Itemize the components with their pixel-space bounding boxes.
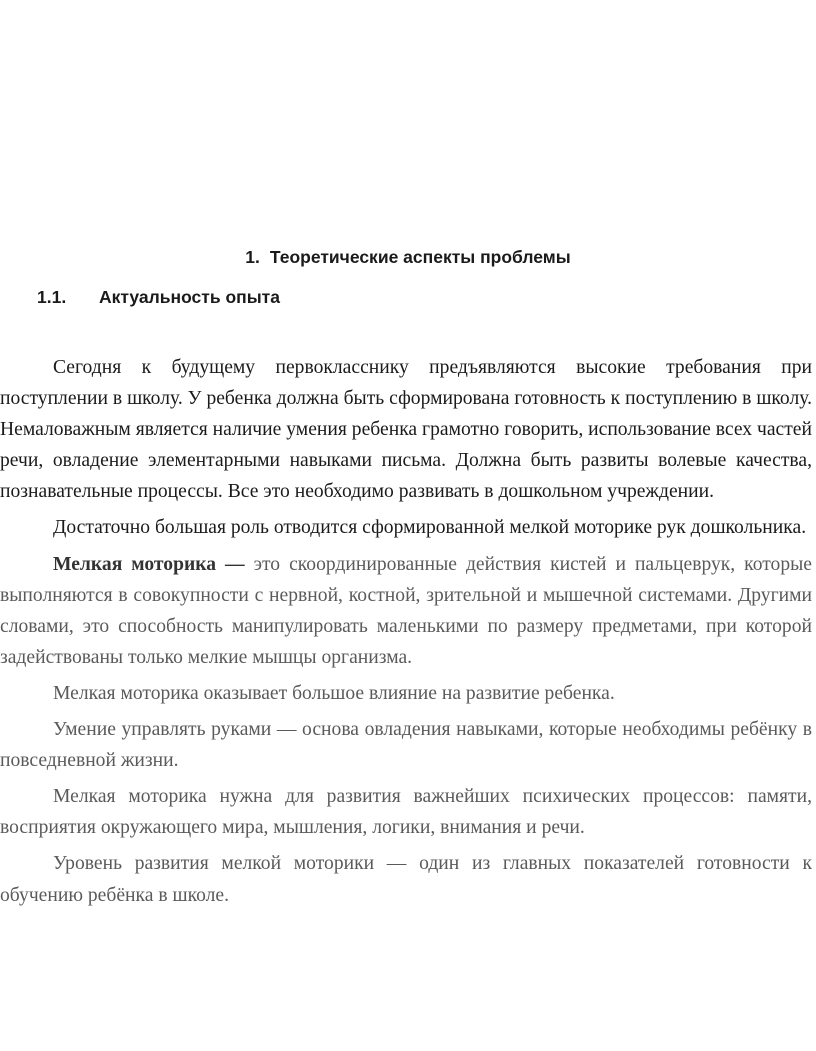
paragraph-influence: Мелкая моторика оказывает большое влияние на развитие ребенка.	[53, 682, 615, 704]
document-body	[0, 352, 816, 911]
definition-term: Мелкая моторика —	[53, 553, 245, 575]
paragraph-definition	[0, 549, 812, 673]
subsection-title: Актуальность опыта	[99, 287, 280, 307]
section-title: Теоретические аспекты проблемы	[269, 247, 571, 267]
paragraph-hand-control: Умение управлять руками — основа овладения навыками, которые необходимы ребёнку в повседневной жизни.	[0, 719, 812, 772]
paragraph-requirements: Сегодня к будущему первокласснику предъявляются высокие требования при поступлении в школу. У ребенка должна быть сформирована готовность к поступлению в школу. Немаловажным является наличие умения ребенка грамотно говорить, использование всех частей речи, овладение элементарными навыками письма. Должна быть развиты волевые качества, познавательные процессы. Все это необходимо развивать в дошкольном учреждении.	[0, 357, 812, 503]
section-number: 1.	[245, 247, 260, 267]
paragraph-readiness: Уровень развития мелкой моторики — один из главных показателей готовности к обучению ребёнка в школе.	[0, 853, 812, 906]
subsection-number: 1.1.	[37, 287, 67, 307]
paragraph-mental-processes: Мелкая моторика нужна для развития важнейших психических процессов: памяти, восприятия окружающего мира, мышления, логики, внимания и речи.	[0, 786, 812, 839]
subsection-heading	[37, 283, 280, 311]
section-heading	[0, 243, 816, 271]
definition-text: это скоординированные действия кистей и пальцеврук, которые выполняются в совокупности с нервной, костной, зрительной и мышечной системами. Другими словами, это способность манипулировать маленькими по размеру предметами, при которой задействованы только мелкие мышцы организма.	[0, 553, 812, 668]
paragraph-role: Достаточно большая роль отводится сформированной мелкой моторике рук дошкольника.	[53, 517, 807, 539]
